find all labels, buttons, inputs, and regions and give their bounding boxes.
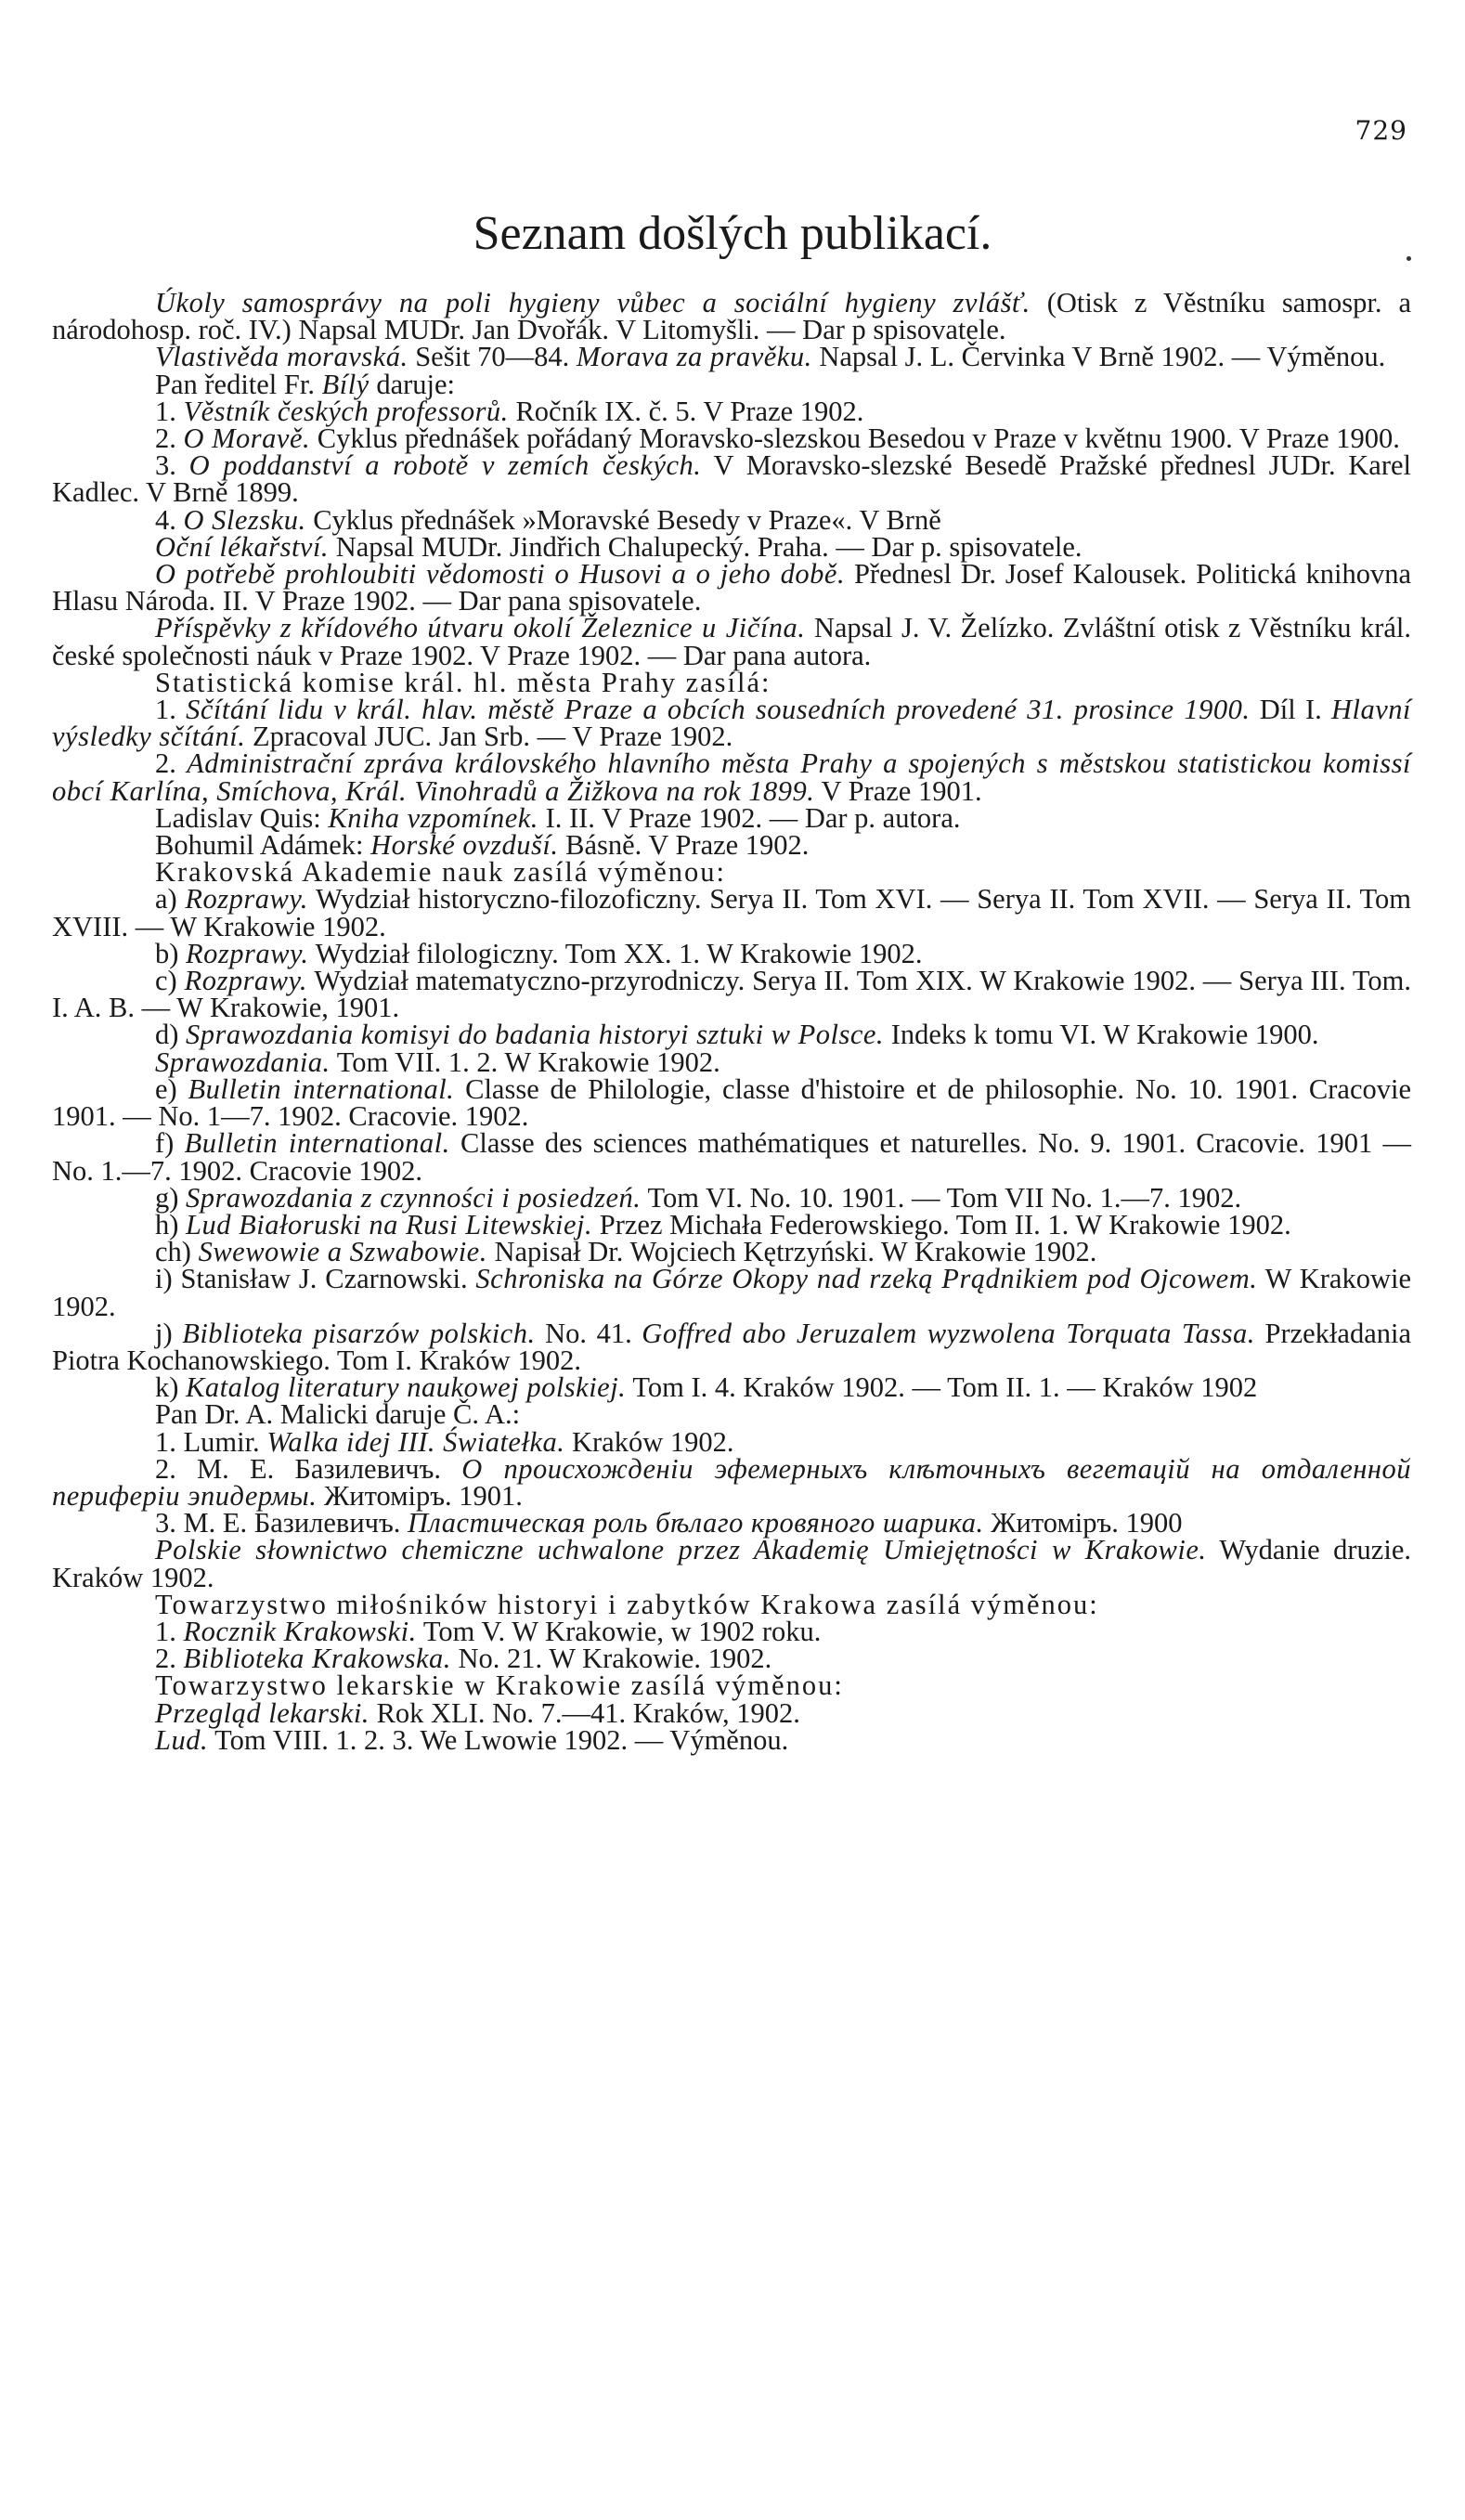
list-item: Vlastivěda moravská. Sešit 70—84. Morava za pravěku. Napsal J. L. Červinka V Brně 1902. — Výměnou. [155,341,1386,373]
list-item: 3. O poddanství a robotě v zemích českých. V Moravsko-slezské Besedě Pražské přednesl JUDr. Karel Kadlec. V Brně 1899. [52,449,1412,509]
print-speck [1407,256,1411,261]
list-item: O potřebě prohloubiti vědomosti o Husovi a o jeho době. Přednesl Dr. Josef Kalousek. Politická knihovna Hlasu Národa. II. V Praze 1902. — Dar pana spisovatele. [52,558,1412,617]
list-item: c) Rozprawy. Wydział matematyczno-przyrodniczy. Serya II. Tom XIX. W Krakowie 1902. — Serya III. Tom. I. A. B. — W Krakowie, 1901. [52,965,1411,1024]
list-item: 2. O Moravě. Cyklus přednášek pořádaný Moravsko-slezskou Besedou v Praze v květnu 1900. V Praze 1900. [155,422,1400,455]
list-item: 4. O Slezsku. Cyklus přednášek »Moravské Besedy v Praze«. V Brně [155,503,941,536]
list-item: a) Rozprawy. Wydział historyczno-filozoficzny. Serya II. Tom XVI. — Serya II. Tom XVII. — Serya II. Tom XVIII. — W Krakowie 1902. [52,883,1411,942]
list-item: 1. Sčítání lidu v král. hlav. městě Praze a obcích sousedních provedené 31. prosince 1900. Díl I. Hlavní výsledky sčítání. Zpracoval JUC. Jan Srb. — V Praze 1902. [52,694,1411,753]
list-item: i) Stanisław J. Czarnowski. Schroniska na Górze Okopy nad rzeką Prądnikiem pod Ojcowem. W Krakowie 1902. [52,1263,1411,1322]
list-item: Pan Dr. A. Malicki daruje Č. A.: [155,1398,521,1431]
list-item: Towarzystwo lekarskie w Krakowie zasílá výměnou: [155,1669,844,1702]
list-item: h) Lud Białoruski na Rusi Litewskiej. Przez Michała Federowskiego. Tom II. 1. W Krakowie 1902. [155,1208,1291,1241]
list-item: 3. М. Е. Базилевичъ. Пластическая роль бѣлаго кровяного шарика. Житоміръ. 1900 [155,1507,1183,1539]
page-number: 729 [1355,115,1407,146]
list-item: 2. Administrační zpráva královského hlavního města Prahy a spojených s městskou statistickou komissí obcí Karlína, Smíchova, Král. Vinohradů a Žižkova na rok 1899. V Praze 1901. [52,747,1412,807]
list-item: b) Rozprawy. Wydział filologiczny. Tom XX. 1. W Krakowie 1902. [155,937,923,969]
list-item: Towarzystwo miłośników historyi i zabytków Krakowa zasílá výměnou: [155,1588,1099,1620]
list-item: Lud. Tom VIII. 1. 2. 3. We Lwowie 1902. — Výměnou. [155,1723,789,1756]
list-item: f) Bulletin international. Classe des sciences mathématiques et naturelles. No. 9. 1901. Cracovie. 1901 — No. 1.—7. 1902. Cracovie 1902. [52,1127,1411,1187]
list-item: Ladislav Quis: Kniha vzpomínek. I. II. V Praze 1902. — Dar p. autora. [155,801,961,834]
list-item: 1. Věstník českých professorů. Ročník IX. č. 5. V Praze 1902. [155,395,864,427]
publication-list [52,287,1412,1756]
list-item: Oční lékařství. Napsal MUDr. Jindřich Chalupecký. Praha. — Dar p. spisovatele. [155,530,1083,563]
list-item: j) Biblioteka pisarzów polskich. No. 41. Goffred abo Jeruzalem wyzwolena Torquata Tassa. Przekładania Piotra Kochanowskiego. Tom I. Kraków 1902. [52,1317,1411,1376]
list-item: Sprawozdania. Tom VII. 1. 2. W Krakowie 1902. [155,1046,720,1078]
list-item: Przegląd lekarski. Rok XLI. No. 7.—41. Kraków, 1902. [155,1696,800,1729]
list-item: ch) Swewowie a Szwabowie. Napisał Dr. Wojciech Kętrzyński. W Krakowie 1902. [155,1236,1097,1268]
list-item: Krakovská Akademie nauk zasílá výměnou: [155,856,726,889]
list-item: g) Sprawozdania z czynności i posiedzeń. Tom VI. No. 10. 1901. — Tom VII No. 1.—7. 1902. [155,1181,1242,1214]
list-item: 2. Biblioteka Krakowska. No. 21. W Krakowie. 1902. [155,1643,772,1675]
list-item: d) Sprawozdania komisyi do badania historyi sztuki w Polsce. Indeks k tomu VI. W Krakowie 1900. [155,1019,1319,1051]
list-item: 1. Lumir. Walka idej III. Światełka. Kraków 1902. [155,1425,734,1458]
list-item: e) Bulletin international. Classe de Philologie, classe d'histoire et de philosophie. No. 10. 1901. Cracovie 1901. — No. 1—7. 1902. Cracovie. 1902. [52,1072,1412,1133]
page-title: Seznam došlých publikací. [473,207,992,260]
list-item: 2. М. Е. Базилевичъ. О происхожденіи эфемерныхъ клѣточныхъ вегетацій на отдаленной периферіи эпидермы. Житоміръ. 1901. [52,1452,1412,1512]
list-item: Bohumil Adámek: Horské ovzduší. Básně. V Praze 1902. [155,829,810,862]
list-item: Příspěvky z křídového útvaru okolí Železnice u Jičína. Napsal J. V. Želízko. Zvláštní otisk z Věstníku král. české společnosti náuk v Praze 1902. V Praze 1902. — Dar pana autora. [52,612,1411,671]
list-item: Pan ředitel Fr. Bílý daruje: [155,368,456,400]
list-item: Statistická komise král. hl. města Prahy zasílá: [155,666,771,698]
list-item: k) Katalog literatury naukowej polskiej. Tom I. 4. Kraków 1902. — Tom II. 1. — Kraków 1902 [155,1371,1258,1404]
list-item: Úkoly samosprávy na poli hygieny vůbec a sociální hygieny zvlášť. (Otisk z Věstníku samospr. a národohosp. roč. IV.) Napsal MUDr. Jan Dvořák. V Litomyšli. — Dar p spisovatele. [52,287,1411,346]
list-item: 1. Rocznik Krakowski. Tom V. W Krakowie, w 1902 roku. [155,1615,822,1647]
list-item: Polskie słownictwo chemiczne uchwalone przez Akademię Umiejętności w Krakowie. Wydanie druzie. Kraków 1902. [52,1534,1411,1593]
